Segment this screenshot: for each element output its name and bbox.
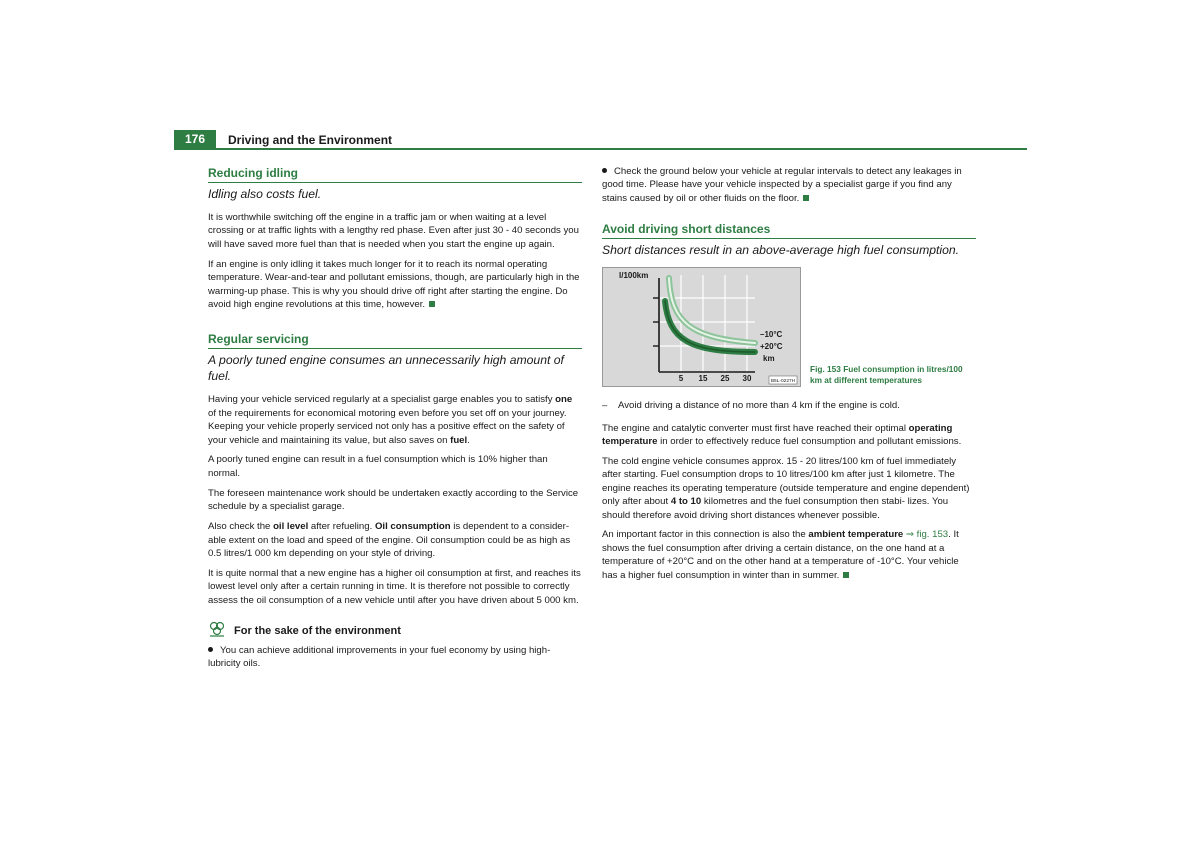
section-end-marker (803, 195, 809, 201)
paragraph: An important factor in this connection is also the ambient temperature ⇒ fig. 153. It shows the fuel consumption after driving a certain distance, on the one hand at a temperature of +20°C and on the other hand at a temperature of -10°C. Your vehicle has a higher fuel consumption in winter than in summer. (602, 529, 959, 581)
paragraph: It is worthwhile switching off the engine in a traffic jam or when waiting at a level crossing or at traffic lights with a lengthy red phase. Even after just 30 - 40 seconds you will have saved more fuel than that is needed when you start the engine up again. (208, 212, 579, 250)
x-axis-unit: km (763, 354, 775, 364)
environment-note-heading: For the sake of the environment (208, 621, 582, 641)
list-item: You can achieve additional improvements in your fuel economy by using high- lubricity oils. (208, 645, 551, 670)
bullet-icon (208, 647, 213, 652)
x-tick-label: 25 (720, 374, 730, 384)
section-end-marker (843, 572, 849, 578)
environment-icon (208, 621, 226, 641)
header-rule (174, 148, 1027, 150)
figure-reference-link[interactable]: ⇒ fig. 153 (903, 529, 949, 541)
curve-minus10 (669, 278, 755, 343)
paragraph: The engine and catalytic converter must first have reached their optimal operating temperature in order to effectively reduce fuel consumption and pollutant emissions. (602, 422, 962, 448)
paragraph: If an engine is only idling it takes much longer for it to reach its normal operating temperature. Wear-and-tear and pollutant emissions, though, are particularly high in the warming-up phase. This is why you should drive off right after starting the engine. Do avoid high engine revolutions at this time, however. (208, 258, 580, 310)
subtitle-servicing: A poorly tuned engine consumes an unnecessarily high amount of fuel. (208, 353, 564, 384)
paragraph: The cold engine vehicle consumes approx. 15 - 20 litres/100 km of fuel immediately after starting. Fuel consumption drops to 10 litres/100 km after just 1 kilometre. The engine reaches its operating temperature (outside temperature and engine dependent) only after about 4 to 10 kilometres and the fuel consumption then stabi- lizes. You should therefore avoid driving short distances whenever possible. (602, 455, 970, 521)
figure-caption: Fig. 153 Fuel consumption in litres/100 km at different temperatures (810, 364, 963, 385)
subtitle-short-distances: Short distances result in an above-average high fuel consumption. (602, 243, 960, 258)
right-column (602, 165, 976, 589)
paragraph: A poorly tuned engine can result in a fuel consumption which is 10% higher than normal. (208, 454, 548, 479)
bullet-icon (602, 168, 607, 173)
running-header: Driving and the Environment (228, 133, 393, 147)
dash-marker: – (602, 400, 608, 412)
y-axis-unit: l/100km (619, 271, 649, 281)
heading-reducing-idling: Reducing idling (208, 165, 582, 183)
subtitle-idling: Idling also costs fuel. (208, 187, 322, 201)
fuel-consumption-figure (602, 267, 801, 387)
list-item: Check the ground below your vehicle at regular intervals to detect any leakages in good time. Please have your vehicle inspected by a specialist garge if you find any stains caused by oil or other fluids on the floor. (602, 166, 962, 204)
heading-avoid-short-distances: Avoid driving short distances (602, 221, 976, 239)
x-tick-label: 5 (678, 374, 684, 384)
legend-plus20: +20°C (760, 342, 783, 352)
paragraph: The foreseen maintenance work should be undertaken exactly according to the Service schedule by a specialist garage. (208, 487, 579, 513)
x-tick-label: 30 (742, 374, 752, 384)
legend-minus10: –10°C (760, 330, 783, 340)
page-number: 176 (174, 130, 216, 149)
section-end-marker (429, 301, 435, 307)
figure (602, 267, 976, 387)
heading-regular-servicing: Regular servicing (208, 331, 582, 349)
list-item: – Avoid driving a distance of no more than 4 km if the engine is cold. (602, 400, 900, 412)
left-column (208, 165, 582, 677)
paragraph: Having your vehicle serviced regularly at a specialist garge enables you to satisfy one of the requirements for economical motoring even before you set off on your journey. Keeping your vehicle properly serviced not only has a positive effect on the safety of your vehicle and maintaining its value, but also saves on fuel. (208, 394, 573, 446)
paragraph: Also check the oil level after refueling. Oil consumption is dependent to a consider- able extent on the load and speed of the engine. Oil consumption could be as high as 0.5 litres/1 000 km depending on your style of driving. (208, 521, 571, 559)
x-tick-label: 15 (698, 374, 708, 384)
paragraph: It is quite normal that a new engine has a higher oil consumption at first, and reaches its lowest level only after a certain running in time. It is therefore not possible to correctly assess the oil consumption of a new vehicle until after you have driven about 5 000 km. (208, 567, 581, 606)
figure-code: B5L-0227H (770, 379, 796, 385)
